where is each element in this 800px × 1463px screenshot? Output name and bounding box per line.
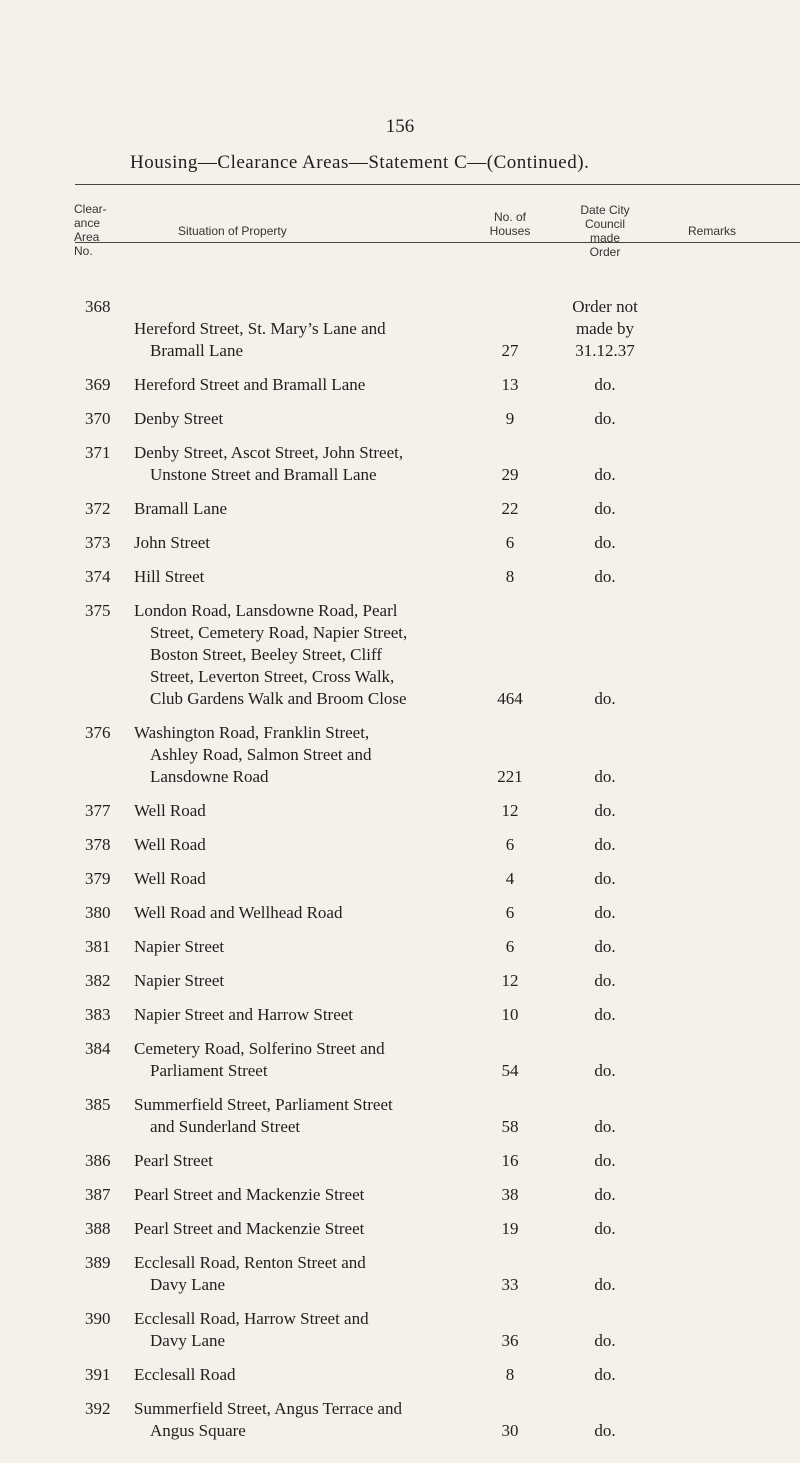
area-number: 381 bbox=[85, 937, 111, 956]
number-of-houses: 12 bbox=[501, 801, 519, 820]
situation-line: Napier Street bbox=[134, 971, 225, 990]
date-line: do. bbox=[594, 533, 616, 552]
situation-of-property bbox=[134, 1218, 454, 1240]
date-order-made bbox=[550, 408, 660, 430]
header-top-rule bbox=[75, 184, 800, 185]
date-line: made by bbox=[575, 319, 635, 338]
situation-of-property bbox=[134, 868, 454, 890]
situation-of-property bbox=[134, 970, 454, 992]
table-row bbox=[0, 1364, 800, 1386]
situation-of-property bbox=[134, 498, 454, 520]
date-line: do. bbox=[594, 767, 616, 786]
date-line: do. bbox=[594, 937, 616, 956]
number-of-houses: 6 bbox=[505, 533, 515, 552]
date-order-made bbox=[550, 1116, 660, 1138]
situation-line: Ashley Road, Salmon Street and bbox=[150, 745, 372, 764]
situation-line: Angus Square bbox=[150, 1421, 246, 1440]
table-row bbox=[0, 1004, 800, 1026]
date-line: do. bbox=[594, 971, 616, 990]
date-order-made bbox=[550, 1274, 660, 1296]
area-number: 379 bbox=[85, 869, 111, 888]
number-of-houses: 54 bbox=[501, 1061, 519, 1080]
number-of-houses: 30 bbox=[501, 1421, 519, 1440]
area-number: 368 bbox=[85, 297, 111, 316]
situation-line: Ecclesall Road, Harrow Street and bbox=[134, 1309, 369, 1328]
date-order-made bbox=[550, 834, 660, 856]
number-of-houses: 29 bbox=[501, 465, 519, 484]
situation-of-property bbox=[134, 1364, 454, 1386]
header-area-no: Clear- ance Area No. bbox=[74, 202, 107, 258]
date-order-made bbox=[550, 1330, 660, 1352]
area-number: 387 bbox=[85, 1185, 111, 1204]
table-row bbox=[0, 1308, 800, 1352]
table-row bbox=[0, 902, 800, 924]
date-line: do. bbox=[594, 835, 616, 854]
header-houses: No. of Houses bbox=[489, 210, 531, 238]
situation-line: Well Road bbox=[134, 869, 206, 888]
date-line: do. bbox=[594, 801, 616, 820]
area-number: 392 bbox=[85, 1399, 111, 1418]
date-order-made bbox=[550, 1060, 660, 1082]
table-row bbox=[0, 442, 800, 486]
situation-of-property bbox=[134, 722, 454, 788]
situation-line: Denby Street bbox=[134, 409, 224, 428]
date-line: do. bbox=[594, 1151, 616, 1170]
area-number: 391 bbox=[85, 1365, 111, 1384]
table-row bbox=[0, 374, 800, 396]
date-line: do. bbox=[594, 1061, 616, 1080]
date-line: do. bbox=[594, 1331, 616, 1350]
page-title: Housing—Clearance Areas—Statement C—(Continued). bbox=[130, 152, 590, 173]
situation-of-property bbox=[134, 1150, 454, 1172]
date-line: do. bbox=[594, 1185, 616, 1204]
situation-line: Street, Leverton Street, Cross Walk, bbox=[150, 667, 395, 686]
number-of-houses: 33 bbox=[501, 1275, 519, 1294]
table-row bbox=[0, 1398, 800, 1442]
table-row bbox=[0, 834, 800, 856]
date-line: do. bbox=[594, 375, 616, 394]
area-number: 376 bbox=[85, 723, 111, 742]
date-line: do. bbox=[594, 1275, 616, 1294]
situation-of-property bbox=[134, 834, 454, 856]
number-of-houses: 19 bbox=[501, 1219, 519, 1238]
situation-line: Unstone Street and Bramall Lane bbox=[150, 465, 377, 484]
area-number: 390 bbox=[85, 1309, 111, 1328]
situation-of-property bbox=[134, 902, 454, 924]
situation-line: Davy Lane bbox=[150, 1275, 226, 1294]
area-number: 370 bbox=[85, 409, 111, 428]
situation-line: Pearl Street and Mackenzie Street bbox=[134, 1185, 365, 1204]
number-of-houses: 10 bbox=[501, 1005, 519, 1024]
date-line: do. bbox=[594, 1219, 616, 1238]
area-number: 374 bbox=[85, 567, 111, 586]
date-order-made bbox=[550, 688, 660, 710]
date-order-made bbox=[550, 1364, 660, 1386]
header-remarks: Remarks bbox=[688, 224, 737, 238]
situation-line: Summerfield Street, Parliament Street bbox=[134, 1095, 393, 1114]
area-number: 378 bbox=[85, 835, 111, 854]
date-line: do. bbox=[594, 1005, 616, 1024]
situation-of-property bbox=[134, 318, 454, 362]
header-bottom-rule bbox=[75, 242, 800, 243]
area-number: 375 bbox=[85, 601, 111, 620]
date-line: 31.12.37 bbox=[575, 341, 635, 360]
date-order-made bbox=[550, 1004, 660, 1026]
number-of-houses: 4 bbox=[505, 869, 515, 888]
page-number: 156 bbox=[385, 116, 415, 137]
date-order-made bbox=[550, 296, 660, 362]
number-of-houses: 6 bbox=[505, 937, 515, 956]
area-number: 383 bbox=[85, 1005, 111, 1024]
area-number: 371 bbox=[85, 443, 111, 462]
situation-line: Street, Cemetery Road, Napier Street, bbox=[150, 623, 408, 642]
date-line: do. bbox=[594, 903, 616, 922]
number-of-houses: 6 bbox=[505, 835, 515, 854]
situation-of-property bbox=[134, 600, 454, 710]
date-line: do. bbox=[594, 1117, 616, 1136]
number-of-houses: 13 bbox=[501, 375, 519, 394]
date-order-made bbox=[550, 766, 660, 788]
situation-line: Ecclesall Road, Renton Street and bbox=[134, 1253, 366, 1272]
situation-of-property bbox=[134, 566, 454, 588]
date-line: do. bbox=[594, 1421, 616, 1440]
area-number: 384 bbox=[85, 1039, 111, 1058]
date-line: Order not bbox=[572, 297, 638, 316]
situation-of-property bbox=[134, 374, 454, 396]
table-row bbox=[0, 1094, 800, 1138]
situation-line: Washington Road, Franklin Street, bbox=[134, 723, 370, 742]
situation-line: London Road, Lansdowne Road, Pearl bbox=[134, 601, 398, 620]
date-line: do. bbox=[594, 1365, 616, 1384]
date-order-made bbox=[550, 902, 660, 924]
situation-line: Well Road bbox=[134, 835, 206, 854]
date-line: do. bbox=[594, 499, 616, 518]
situation-of-property bbox=[134, 1184, 454, 1206]
date-order-made bbox=[550, 566, 660, 588]
table-row bbox=[0, 532, 800, 554]
table-row bbox=[0, 1038, 800, 1082]
situation-of-property bbox=[134, 532, 454, 554]
area-number: 373 bbox=[85, 533, 111, 552]
situation-line: Boston Street, Beeley Street, Cliff bbox=[150, 645, 382, 664]
situation-of-property bbox=[134, 1094, 454, 1138]
number-of-houses: 16 bbox=[501, 1151, 519, 1170]
situation-line: Lansdowne Road bbox=[150, 767, 269, 786]
area-number: 388 bbox=[85, 1219, 111, 1238]
number-of-houses: 12 bbox=[501, 971, 519, 990]
situation-line: Pearl Street bbox=[134, 1151, 213, 1170]
situation-line: Bramall Lane bbox=[134, 499, 227, 518]
area-number: 385 bbox=[85, 1095, 111, 1114]
area-number: 382 bbox=[85, 971, 111, 990]
situation-line: Bramall Lane bbox=[150, 341, 243, 360]
date-order-made bbox=[550, 800, 660, 822]
table-row bbox=[0, 1184, 800, 1206]
table-row bbox=[0, 868, 800, 890]
situation-of-property bbox=[134, 1038, 454, 1082]
table-row bbox=[0, 970, 800, 992]
header-date: Date City Council made Order bbox=[580, 203, 630, 259]
situation-line: Parliament Street bbox=[150, 1061, 268, 1080]
area-number: 372 bbox=[85, 499, 111, 518]
situation-line: Cemetery Road, Solferino Street and bbox=[134, 1039, 385, 1058]
header-situation: Situation of Property bbox=[178, 224, 287, 238]
situation-line: Hill Street bbox=[134, 567, 205, 586]
situation-line: John Street bbox=[134, 533, 211, 552]
table-row bbox=[0, 1252, 800, 1296]
date-line: do. bbox=[594, 465, 616, 484]
date-order-made bbox=[550, 532, 660, 554]
situation-line: Napier Street bbox=[134, 937, 225, 956]
area-number: 389 bbox=[85, 1253, 111, 1272]
area-number: 377 bbox=[85, 801, 111, 820]
situation-of-property bbox=[134, 1252, 454, 1296]
date-order-made bbox=[550, 374, 660, 396]
situation-line: Ecclesall Road bbox=[134, 1365, 236, 1384]
date-line: do. bbox=[594, 689, 616, 708]
table-row bbox=[0, 296, 800, 362]
situation-line: Hereford Street and Bramall Lane bbox=[134, 375, 366, 394]
table-row bbox=[0, 498, 800, 520]
date-order-made bbox=[550, 936, 660, 958]
table-row bbox=[0, 722, 800, 788]
date-order-made bbox=[550, 1218, 660, 1240]
number-of-houses: 58 bbox=[501, 1117, 519, 1136]
situation-of-property bbox=[134, 1004, 454, 1026]
date-order-made bbox=[550, 868, 660, 890]
table-row bbox=[0, 408, 800, 430]
situation-line: Summerfield Street, Angus Terrace and bbox=[134, 1399, 403, 1418]
table-row bbox=[0, 936, 800, 958]
number-of-houses: 221 bbox=[497, 767, 523, 786]
situation-line: Well Road and Wellhead Road bbox=[134, 903, 343, 922]
number-of-houses: 6 bbox=[505, 903, 515, 922]
number-of-houses: 36 bbox=[501, 1331, 519, 1350]
number-of-houses: 27 bbox=[501, 341, 519, 360]
table-row bbox=[0, 1218, 800, 1240]
date-order-made bbox=[550, 1184, 660, 1206]
number-of-houses: 22 bbox=[501, 499, 519, 518]
date-order-made bbox=[550, 1420, 660, 1442]
situation-line: Davy Lane bbox=[150, 1331, 226, 1350]
area-number: 380 bbox=[85, 903, 111, 922]
situation-line: Club Gardens Walk and Broom Close bbox=[150, 689, 407, 708]
number-of-houses: 38 bbox=[501, 1185, 519, 1204]
date-line: do. bbox=[594, 409, 616, 428]
table-row bbox=[0, 600, 800, 710]
date-line: do. bbox=[594, 567, 616, 586]
date-order-made bbox=[550, 1150, 660, 1172]
situation-line: Well Road bbox=[134, 801, 206, 820]
number-of-houses: 8 bbox=[505, 567, 515, 586]
table-row bbox=[0, 800, 800, 822]
situation-of-property bbox=[134, 442, 454, 486]
area-number: 369 bbox=[85, 375, 111, 394]
date-line: do. bbox=[594, 869, 616, 888]
number-of-houses: 8 bbox=[505, 1365, 515, 1384]
situation-line: Pearl Street and Mackenzie Street bbox=[134, 1219, 365, 1238]
date-order-made bbox=[550, 970, 660, 992]
situation-of-property bbox=[134, 408, 454, 430]
table-row bbox=[0, 1150, 800, 1172]
situation-line: and Sunderland Street bbox=[150, 1117, 301, 1136]
number-of-houses: 464 bbox=[497, 689, 523, 708]
situation-line: Denby Street, Ascot Street, John Street, bbox=[134, 443, 404, 462]
date-order-made bbox=[550, 498, 660, 520]
situation-of-property bbox=[134, 1398, 454, 1442]
situation-of-property bbox=[134, 1308, 454, 1352]
table-row bbox=[0, 566, 800, 588]
number-of-houses: 9 bbox=[505, 409, 515, 428]
situation-of-property bbox=[134, 936, 454, 958]
situation-of-property bbox=[134, 800, 454, 822]
area-number: 386 bbox=[85, 1151, 111, 1170]
situation-line: Napier Street and Harrow Street bbox=[134, 1005, 354, 1024]
date-order-made bbox=[550, 464, 660, 486]
situation-line: Hereford Street, St. Mary’s Lane and bbox=[134, 319, 386, 338]
